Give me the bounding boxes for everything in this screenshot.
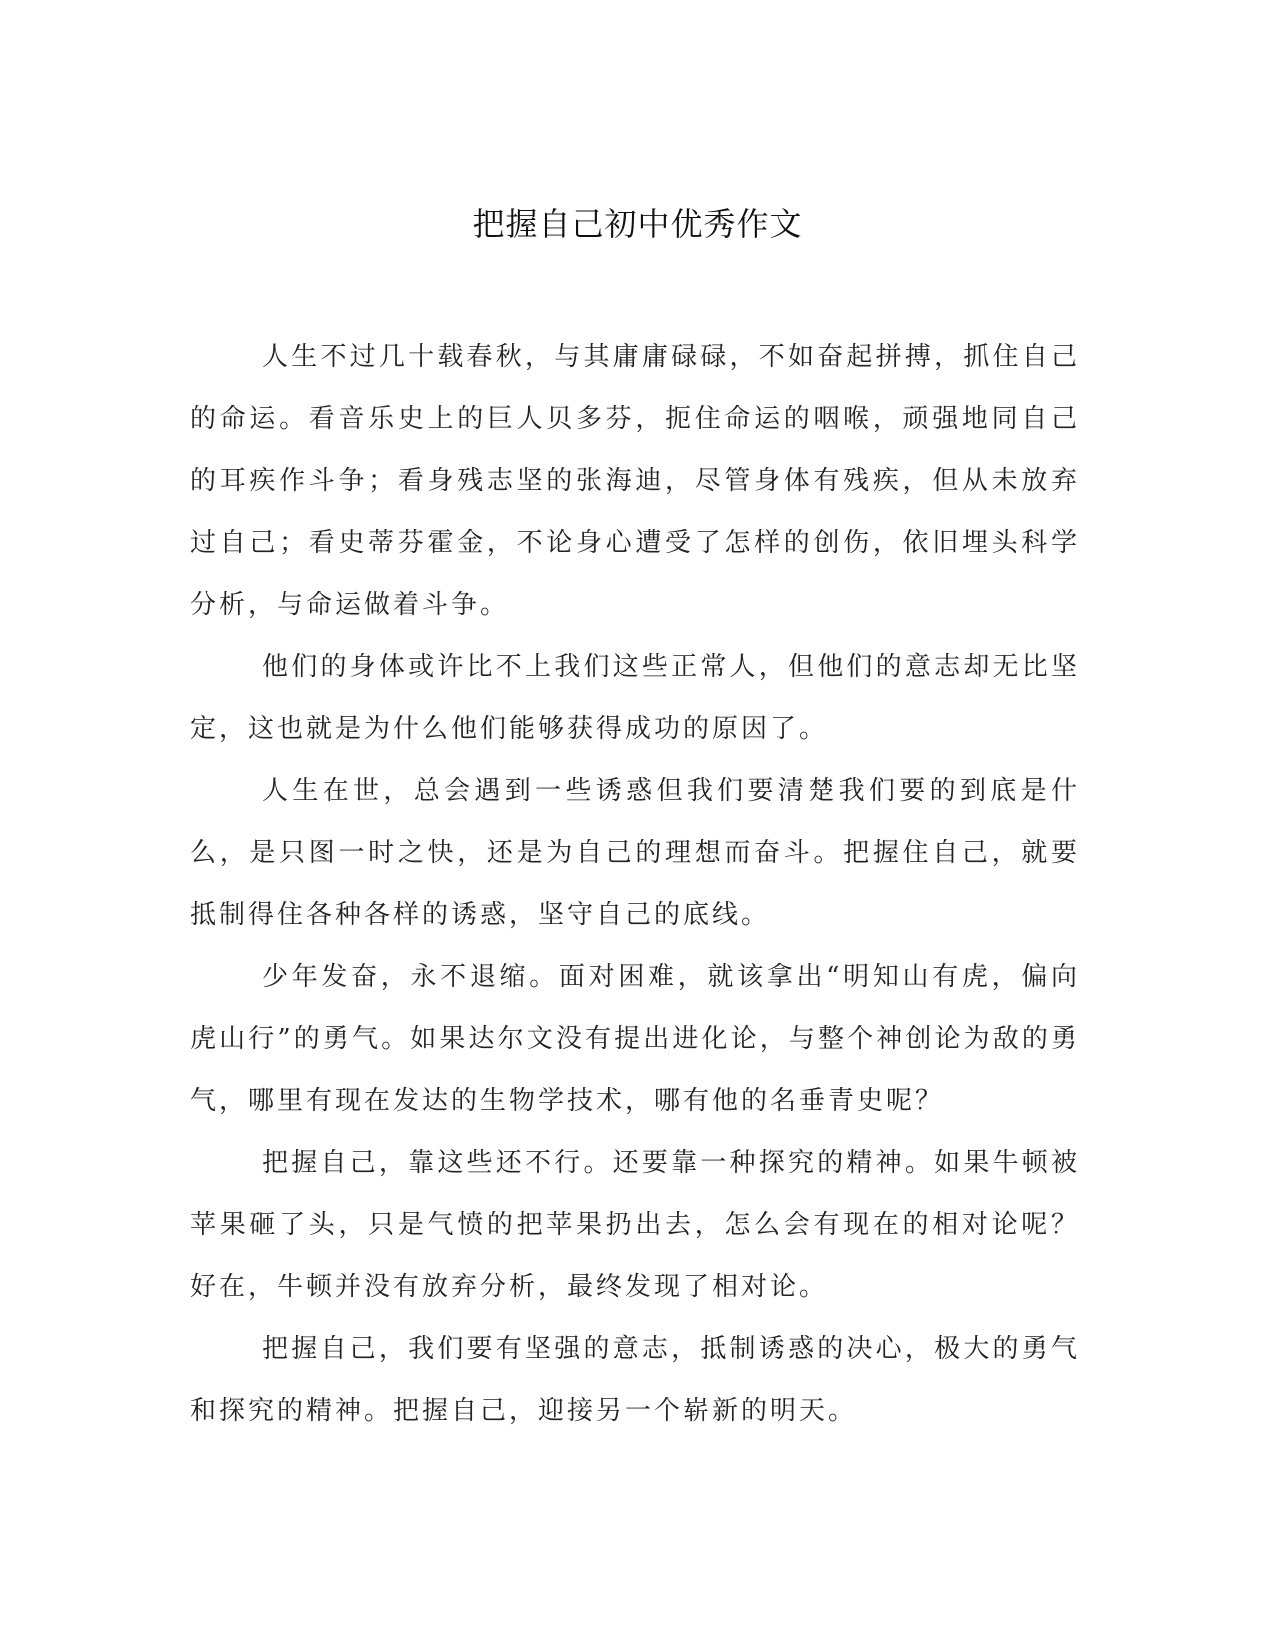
page-title: 把握自己初中优秀作文 [472, 205, 803, 243]
paragraph-5: 把握自己，靠这些还不行。还要靠一种探究的精神。如果牛顿被苹果砸了头，只是气愤的把苹果扔出去，怎么会有现在的相对论呢？好在，牛顿并没有放弃分析，最终发现了相对论。 [190, 1148, 1080, 1302]
paragraph-2: 他们的身体或许比不上我们这些正常人，但他们的意志却无比坚定，这也就是为什么他们能够获得成功的原因了。 [190, 652, 1080, 744]
essay-body [190, 326, 1080, 1442]
paragraph-3: 人生在世，总会遇到一些诱惑但我们要清楚我们要的到底是什么，是只图一时之快，还是为自己的理想而奋斗。把握住自己，就要抵制得住各种各样的诱惑，坚守自己的底线。 [190, 776, 1080, 930]
paragraph-6: 把握自己，我们要有坚强的意志，抵制诱惑的决心，极大的勇气和探究的精神。把握自己，迎接另一个崭新的明天。 [190, 1334, 1080, 1426]
paragraph-4: 少年发奋，永不退缩。面对困难，就该拿出“明知山有虎，偏向虎山行”的勇气。如果达尔文没有提出进化论，与整个神创论为敌的勇气，哪里有现在发达的生物学技术，哪有他的名垂青史呢？ [190, 962, 1080, 1116]
paragraph-1: 人生不过几十载春秋，与其庸庸碌碌，不如奋起拼搏，抓住自己的命运。看音乐史上的巨人贝多芬，扼住命运的咽喉，顽强地同自己的耳疾作斗争；看身残志坚的张海迪，尽管身体有残疾，但从未放弃过自己；看史蒂芬霍金，不论身心遭受了怎样的创伤，依旧埋头科学分析，与命运做着斗争。 [190, 342, 1080, 620]
